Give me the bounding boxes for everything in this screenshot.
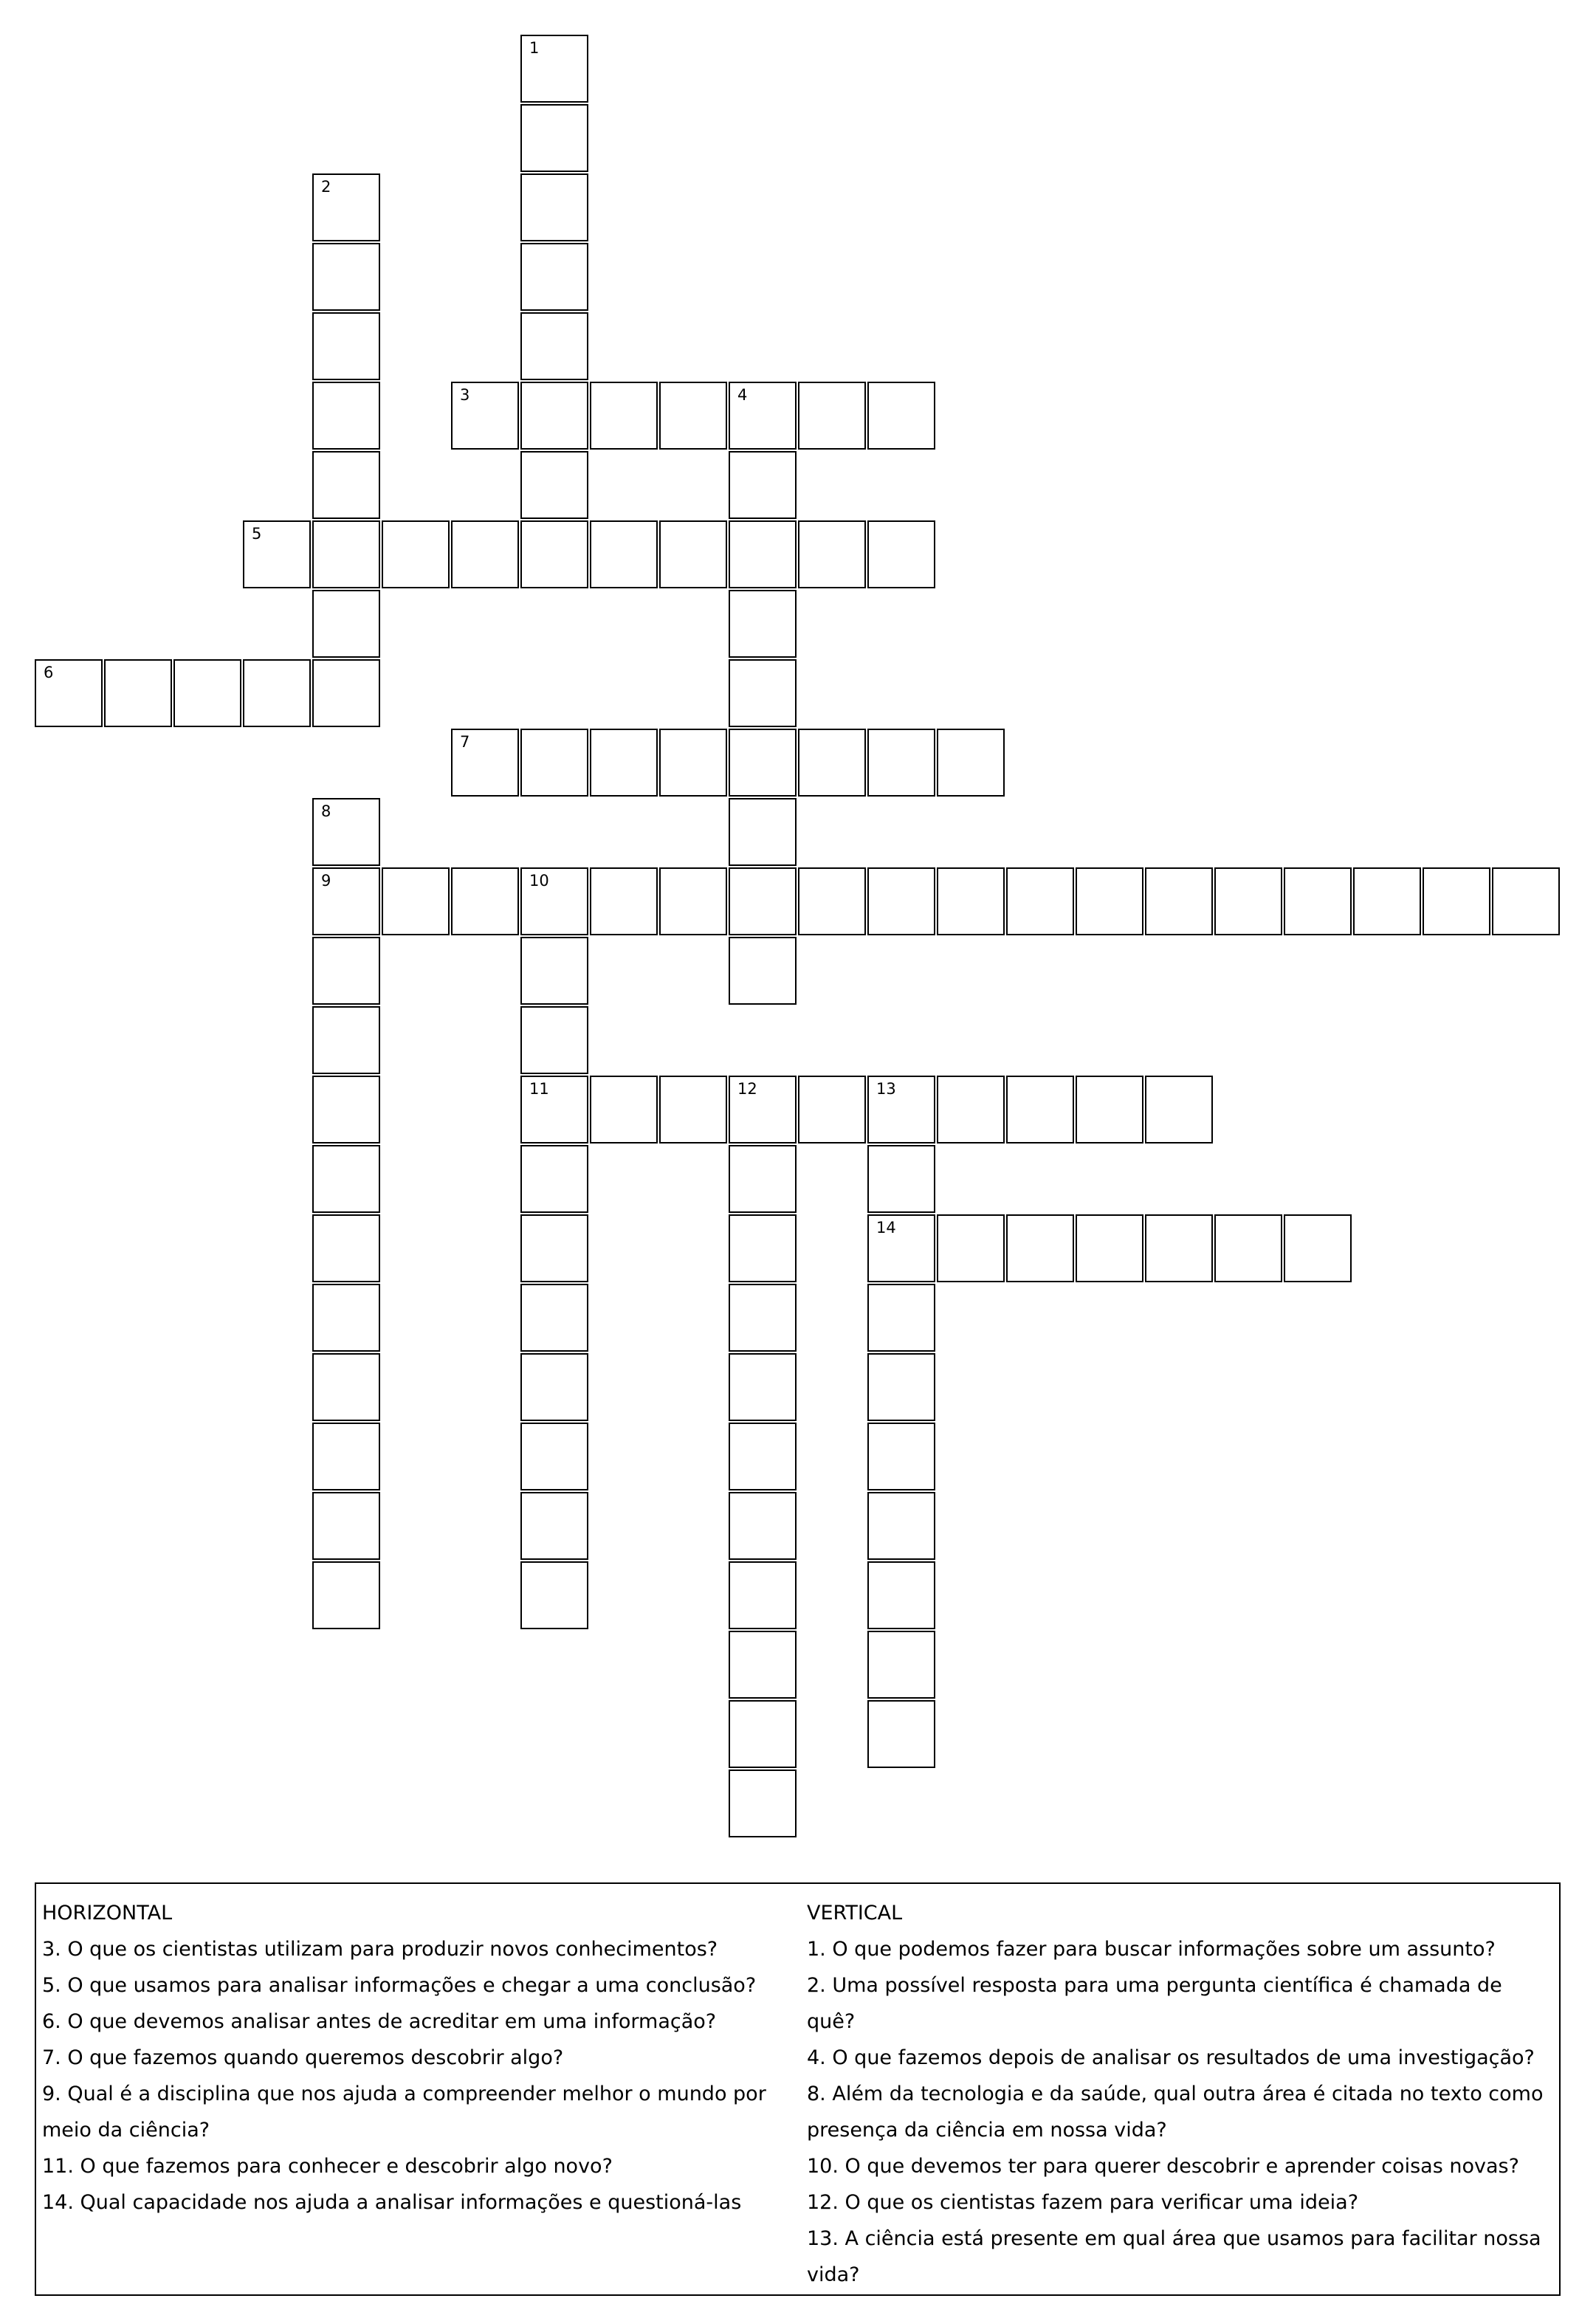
grid-cell[interactable] — [173, 659, 241, 727]
grid-cell[interactable] — [312, 1492, 380, 1560]
grid-cell[interactable] — [729, 1353, 797, 1421]
grid-cell[interactable] — [937, 1214, 1005, 1282]
grid-cell[interactable] — [867, 729, 935, 797]
grid-cell[interactable] — [798, 729, 866, 797]
grid-cell[interactable] — [729, 1561, 797, 1629]
grid-cell[interactable] — [867, 1423, 935, 1490]
grid-cell[interactable] — [867, 520, 935, 588]
clue-number-1: 1 — [529, 39, 540, 57]
clue-number-11: 11 — [529, 1080, 549, 1098]
grid-cell[interactable] — [659, 520, 727, 588]
grid-cell[interactable] — [659, 1076, 727, 1143]
grid-cell[interactable] — [382, 520, 450, 588]
grid-cell[interactable] — [867, 1700, 935, 1768]
grid-cell[interactable] — [312, 867, 380, 935]
clue-vertical-13: 13. A ciência está presente em qual área que usamos para facilitar nossa vida? — [807, 2227, 1541, 2286]
grid-cell[interactable] — [590, 729, 658, 797]
grid-cell[interactable] — [590, 382, 658, 450]
grid-cell[interactable] — [937, 1076, 1005, 1143]
grid-cell[interactable] — [451, 867, 519, 935]
grid-cell[interactable] — [520, 1214, 588, 1282]
clue-vertical-4: 4. O que fazemos depois de analisar os resultados de uma investigação? — [807, 2046, 1535, 2069]
grid-cell[interactable] — [520, 729, 588, 797]
clue-number-12: 12 — [737, 1080, 757, 1098]
clue-number-4: 4 — [737, 386, 748, 404]
grid-cell[interactable] — [729, 1423, 797, 1490]
grid-cell[interactable] — [312, 590, 380, 658]
grid-cell[interactable] — [451, 520, 519, 588]
clue-number-14: 14 — [876, 1219, 896, 1237]
horizontal-clues-column — [42, 1895, 780, 2221]
grid-cell[interactable] — [729, 659, 797, 727]
vertical-clues-column — [807, 1895, 1552, 2293]
grid-cell[interactable] — [798, 867, 866, 935]
grid-cell[interactable] — [312, 1076, 380, 1143]
grid-cell[interactable] — [798, 382, 866, 450]
grid-cell[interactable] — [1006, 867, 1074, 935]
grid-cell[interactable] — [659, 382, 727, 450]
clue-number-13: 13 — [876, 1080, 896, 1098]
grid-cell[interactable] — [520, 1561, 588, 1629]
grid-cell[interactable] — [867, 1214, 935, 1282]
grid-cell[interactable] — [520, 1006, 588, 1074]
grid-cell[interactable] — [1006, 1076, 1074, 1143]
horizontal-clues-title: HORIZONTAL — [42, 1902, 173, 1925]
grid-cell[interactable] — [520, 451, 588, 519]
grid-cell[interactable] — [312, 1561, 380, 1629]
grid-cell[interactable] — [590, 867, 658, 935]
grid-cell[interactable] — [729, 382, 797, 450]
grid-cell[interactable] — [867, 1076, 935, 1143]
grid-cell[interactable] — [1492, 867, 1560, 935]
grid-cell[interactable] — [867, 867, 935, 935]
clue-vertical-12: 12. O que os cientistas fazem para verificar uma ideia? — [807, 2191, 1359, 2214]
clue-number-2: 2 — [321, 178, 331, 196]
clue-number-9: 9 — [321, 872, 331, 890]
grid-cell[interactable] — [520, 173, 588, 241]
clue-vertical-8: 8. Além da tecnologia e da saúde, qual outra área é citada no texto como presença da ciência em nossa vida? — [807, 2083, 1544, 2142]
grid-cell[interactable] — [867, 382, 935, 450]
grid-cell[interactable] — [1076, 867, 1143, 935]
grid-cell[interactable] — [1076, 1214, 1143, 1282]
grid-cell[interactable] — [312, 173, 380, 241]
grid-cell[interactable] — [312, 451, 380, 519]
grid-cell[interactable] — [520, 35, 588, 103]
clue-horizontal-11: 11. O que fazemos para conhecer e descobrir algo novo? — [42, 2155, 613, 2178]
grid-cell[interactable] — [243, 520, 311, 588]
grid-cell[interactable] — [798, 520, 866, 588]
grid-cell[interactable] — [590, 520, 658, 588]
grid-cell[interactable] — [729, 867, 797, 935]
grid-cell[interactable] — [520, 243, 588, 311]
grid-cell[interactable] — [35, 659, 103, 727]
grid-cell[interactable] — [867, 1145, 935, 1213]
clue-horizontal-14: 14. Qual capacidade nos ajuda a analisar informações e questioná-las — [42, 2191, 742, 2214]
grid-cell[interactable] — [451, 729, 519, 797]
grid-cell[interactable] — [729, 1770, 797, 1837]
clue-number-8: 8 — [321, 802, 331, 820]
grid-cell[interactable] — [382, 867, 450, 935]
clues-box — [35, 1882, 1561, 2296]
grid-cell[interactable] — [312, 1284, 380, 1352]
grid-cell[interactable] — [1284, 867, 1352, 935]
grid-cell[interactable] — [520, 1076, 588, 1143]
grid-cell[interactable] — [520, 1423, 588, 1490]
clue-horizontal-7: 7. O que fazemos quando queremos descobrir algo? — [42, 2046, 564, 2069]
grid-cell[interactable] — [937, 729, 1005, 797]
grid-cell[interactable] — [729, 729, 797, 797]
vertical-clues-title: VERTICAL — [807, 1902, 903, 1925]
grid-cell[interactable] — [312, 1006, 380, 1074]
grid-cell[interactable] — [312, 659, 380, 727]
grid-cell[interactable] — [1214, 867, 1282, 935]
grid-cell[interactable] — [729, 520, 797, 588]
clue-vertical-2: 2. Uma possível resposta para uma pergunta científica é chamada de quê? — [807, 1974, 1502, 2033]
grid-cell[interactable] — [312, 382, 380, 450]
grid-cell[interactable] — [312, 312, 380, 380]
clue-horizontal-5: 5. O que usamos para analisar informações e chegar a uma conclusão? — [42, 1974, 757, 1997]
grid-cell[interactable] — [520, 1284, 588, 1352]
grid-cell[interactable] — [312, 1145, 380, 1213]
clue-vertical-1: 1. O que podemos fazer para buscar informações sobre um assunto? — [807, 1938, 1496, 1961]
grid-cell[interactable] — [729, 1492, 797, 1560]
grid-cell[interactable] — [520, 1353, 588, 1421]
grid-cell[interactable] — [520, 312, 588, 380]
grid-cell[interactable] — [729, 1076, 797, 1143]
grid-cell[interactable] — [867, 1492, 935, 1560]
grid-cell[interactable] — [1145, 1214, 1213, 1282]
grid-cell[interactable] — [729, 937, 797, 1005]
clue-number-5: 5 — [252, 525, 262, 543]
grid-cell[interactable] — [867, 1561, 935, 1629]
grid-cell[interactable] — [520, 1145, 588, 1213]
grid-cell[interactable] — [312, 520, 380, 588]
grid-cell[interactable] — [729, 1631, 797, 1699]
grid-cell[interactable] — [520, 382, 588, 450]
clue-number-3: 3 — [460, 386, 470, 404]
clue-horizontal-6: 6. O que devemos analisar antes de acreditar em uma informação? — [42, 2010, 717, 2033]
grid-cell[interactable] — [1145, 1076, 1213, 1143]
clue-number-6: 6 — [44, 664, 54, 681]
grid-cell[interactable] — [520, 104, 588, 172]
grid-cell[interactable] — [1076, 1076, 1143, 1143]
grid-cell[interactable] — [1284, 1214, 1352, 1282]
grid-cell[interactable] — [729, 1145, 797, 1213]
grid-cell[interactable] — [729, 451, 797, 519]
grid-cell[interactable] — [312, 1423, 380, 1490]
grid-cell[interactable] — [659, 729, 727, 797]
grid-cell[interactable] — [729, 590, 797, 658]
grid-cell[interactable] — [590, 1076, 658, 1143]
grid-cell[interactable] — [312, 243, 380, 311]
grid-cell[interactable] — [520, 867, 588, 935]
grid-cell[interactable] — [729, 1284, 797, 1352]
grid-cell[interactable] — [659, 867, 727, 935]
grid-cell[interactable] — [104, 659, 172, 727]
grid-cell[interactable] — [312, 1353, 380, 1421]
grid-cell[interactable] — [312, 798, 380, 866]
grid-cell[interactable] — [1145, 867, 1213, 935]
grid-cell[interactable] — [1353, 867, 1421, 935]
grid-cell[interactable] — [1006, 1214, 1074, 1282]
clue-horizontal-9: 9. Qual é a disciplina que nos ajuda a compreender melhor o mundo por meio da ciência? — [42, 2083, 766, 2142]
grid-cell[interactable] — [1214, 1214, 1282, 1282]
grid-cell[interactable] — [798, 1076, 866, 1143]
grid-cell[interactable] — [867, 1284, 935, 1352]
grid-cell[interactable] — [1423, 867, 1490, 935]
clue-vertical-10: 10. O que devemos ter para querer descobrir e aprender coisas novas? — [807, 2155, 1519, 2178]
grid-cell[interactable] — [520, 1492, 588, 1560]
grid-cell[interactable] — [520, 520, 588, 588]
grid-cell[interactable] — [520, 937, 588, 1005]
grid-cell[interactable] — [243, 659, 311, 727]
grid-cell[interactable] — [937, 867, 1005, 935]
grid-cell[interactable] — [867, 1353, 935, 1421]
grid-cell[interactable] — [451, 382, 519, 450]
grid-cell[interactable] — [729, 1214, 797, 1282]
grid-cell[interactable] — [729, 798, 797, 866]
grid-cell[interactable] — [729, 1700, 797, 1768]
clue-number-7: 7 — [460, 733, 470, 751]
clue-horizontal-3: 3. O que os cientistas utilizam para produzir novos conhecimentos? — [42, 1938, 718, 1961]
grid-cell[interactable] — [312, 937, 380, 1005]
grid-cell[interactable] — [312, 1214, 380, 1282]
clue-number-10: 10 — [529, 872, 549, 890]
grid-cell[interactable] — [867, 1631, 935, 1699]
